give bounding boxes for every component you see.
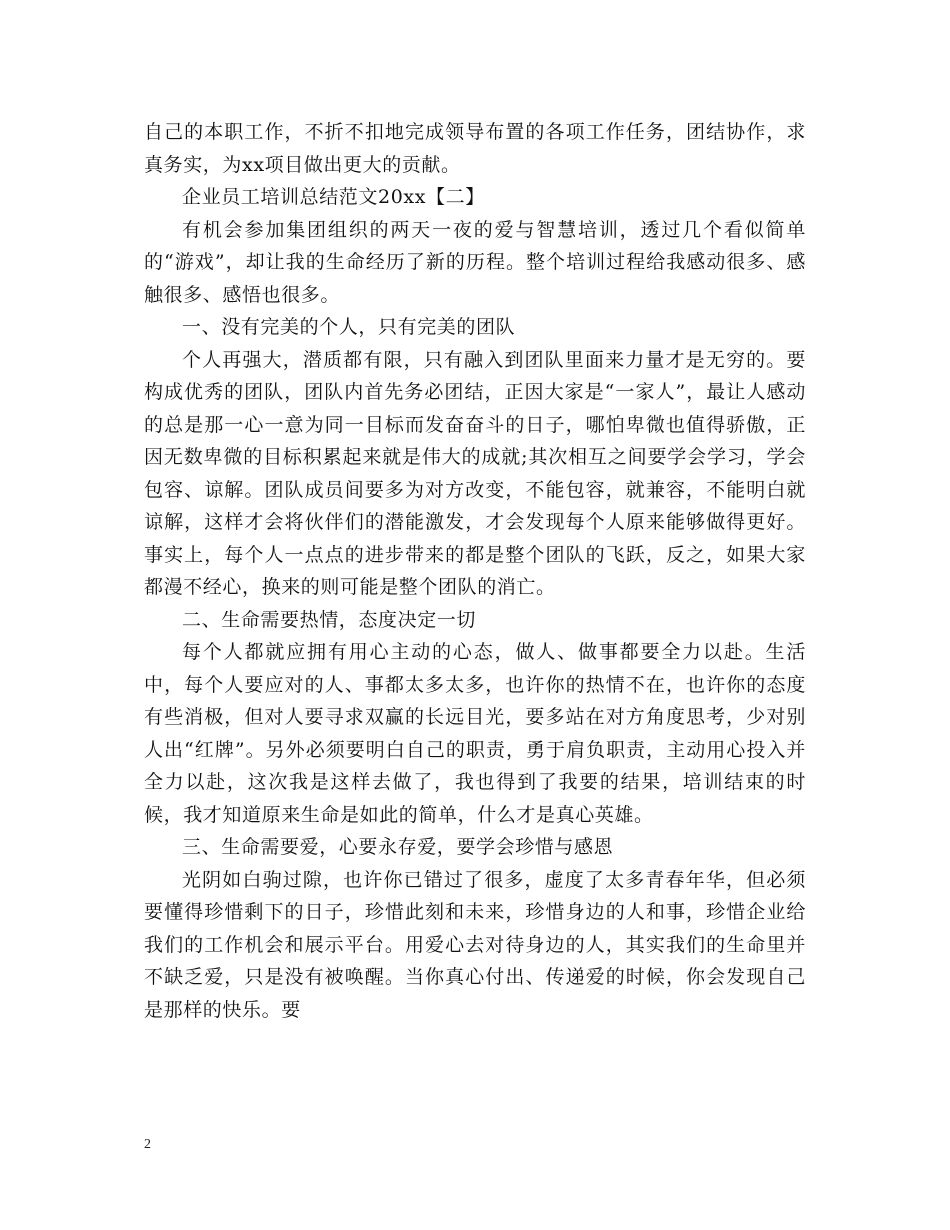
paragraph-attitude: 每个人都就应拥有用心主动的心态，做人、做事都要全力以赴。生活中，每个人要应对的人、事都太多太多，也许你的热情不在，也许你的态度有些消极，但对人要寻求双赢的长远目光，要多站在对方角度思考，少对别人出“红牌”。另外必须要明白自己的职责，勇于肩负职责，主动用心投入并全力以赴，这次我是这样去做了，我也得到了我要的结果，培训结束的时候，我才知道原来生命是如此的简单，什么才是真心英雄。 xyxy=(144,641,806,826)
page-number: 2 xyxy=(144,1137,151,1152)
document-body xyxy=(144,116,806,1026)
subheading-two: 二、生命需要热情，态度决定一切 xyxy=(182,608,477,631)
paragraph-continuation: 自己的本职工作，不折不扣地完成领导布置的各项工作任务，团结协作，求真务实，为xx项目做出更大的贡献。 xyxy=(144,121,806,176)
subheading-three: 三、生命需要爱，心要永存爱，要学会珍惜与感恩 xyxy=(182,836,614,858)
subheading-one: 一、没有完美的个人，只有完美的团队 xyxy=(182,316,516,338)
paragraph-intro: 有机会参加集团组织的两天一夜的爱与智慧培训，透过几个看似简单的“游戏”，却让我的生命经历了新的历程。整个培训过程给我感动很多、感触很多、感悟也很多。 xyxy=(144,218,806,306)
paragraph-gratitude: 光阴如白驹过隙，也许你已错过了很多，虚度了太多青春年华，但必须要懂得珍惜剩下的日子，珍惜此刻和未来，珍惜身边的人和事，珍惜企业给我们的工作机会和展示平台。用爱心去对待身边的人，其实我们的生命里并不缺乏爱，只是没有被唤醒。当你真心付出、传递爱的时候，你会发现自己是那样的快乐。要 xyxy=(144,868,806,1021)
paragraph-team: 个人再强大，潜质都有限，只有融入到团队里面来力量才是无穷的。要构成优秀的团队，团队内首先务必团结，正因大家是“一家人”，最让人感动的总是那一心一意为同一目标而发奋奋斗的日子，哪怕卑微也值得骄傲，正因无数卑微的目标积累起来就是伟大的成就;其次相互之间要学会学习，学会包容、谅解。团队成员间要多为对方改变，不能包容，就兼容，不能明白就谅解，这样才会将伙伴们的潜能激发，才会发现每个人原来能够做得更好。事实上，每个人一点点的进步带来的都是整个团队的飞跃，反之，如果大家都漫不经心，换来的则可能是整个团队的消亡。 xyxy=(144,348,806,598)
section-title-part-two: 企业员工培训总结范文20xx【二】 xyxy=(182,186,485,208)
